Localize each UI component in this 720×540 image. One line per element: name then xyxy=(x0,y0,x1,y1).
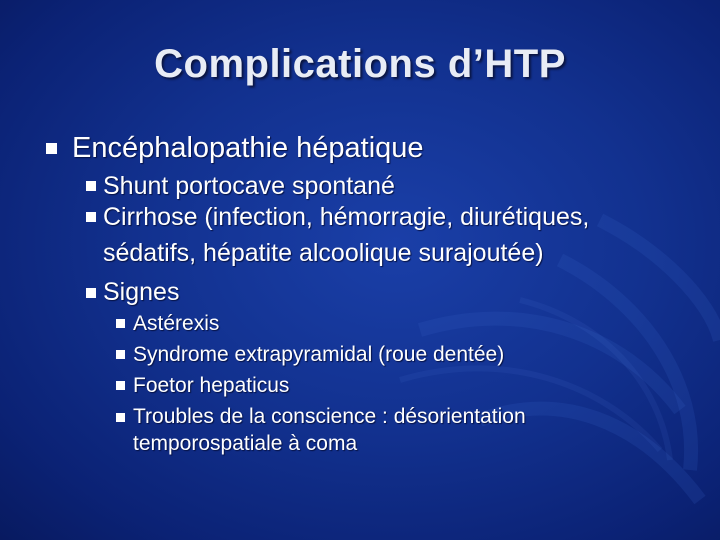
slide-title: Complications d’HTP xyxy=(154,42,566,86)
bullet-square-icon xyxy=(86,212,96,222)
level2-item-continuation: sédatifs, hépatite alcoolique surajoutée) xyxy=(103,239,544,267)
bullet-square-icon xyxy=(86,288,96,298)
level3-item-continuation: temporospatiale à coma xyxy=(133,432,358,455)
level3-item: Foetor hepaticus xyxy=(133,374,290,397)
bullet-square-icon xyxy=(46,143,57,154)
level3-item: Troubles de la conscience : désorientation xyxy=(133,405,526,428)
level3-item: Syndrome extrapyramidal (roue dentée) xyxy=(133,343,505,366)
level3-item: Astérexis xyxy=(133,312,220,335)
level2-item: Signes xyxy=(103,278,180,306)
level2-item: Cirrhose (infection, hémorragie, diurétiques, xyxy=(103,203,590,231)
bullet-square-icon xyxy=(116,319,125,328)
bullet-square-icon xyxy=(116,350,125,359)
bullet-square-icon xyxy=(116,413,125,422)
bullet-square-icon xyxy=(116,381,125,390)
bullet-square-icon xyxy=(86,181,96,191)
level1-item: Encéphalopathie hépatique xyxy=(72,132,424,164)
level2-item: Shunt portocave spontané xyxy=(103,172,395,200)
